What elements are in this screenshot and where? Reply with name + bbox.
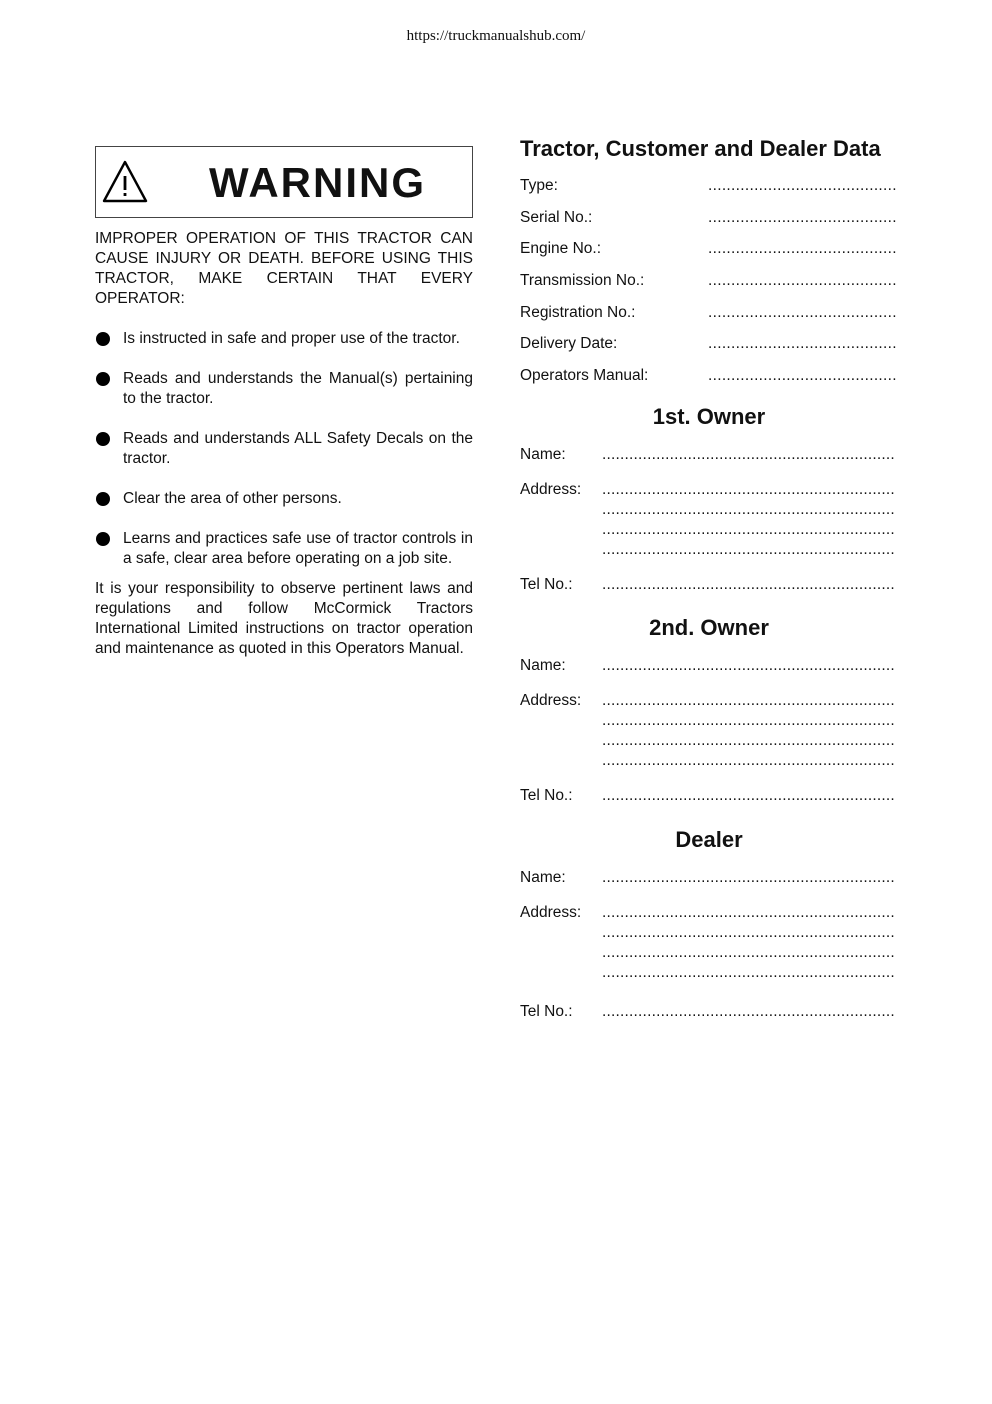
second-owner-address-row: Address: ................................................................. ................................................................. ................................................................. .................................................................	[520, 691, 898, 771]
fill-in-line: .........................................	[708, 335, 897, 353]
fill-in-line: .................................................................	[602, 575, 895, 593]
bullet-icon	[96, 332, 110, 346]
dealer-address-row: Address: ................................................................. ................................................................. ................................................................. .................................................................	[520, 903, 898, 983]
dealer-tel-row: Tel No.: .................................................................	[520, 1002, 898, 1022]
list-item: Learns and practices safe use of tractor controls in a safe, clear area before operating on a job site.	[95, 529, 473, 569]
fill-in-line: .................................................................	[602, 731, 895, 749]
fill-in-line: .................................................................	[602, 656, 895, 674]
field-row-serial: Serial No.: .........................................	[520, 208, 897, 226]
field-row-type: Type: .........................................	[520, 177, 897, 194]
fill-in-line: .................................................................	[602, 868, 895, 886]
fill-in-line: .................................................................	[602, 445, 895, 463]
responsibility-paragraph: It is your responsibility to observe pertinent laws and regulations and follow McCormick Tractors International Limited instructions on tractor operation and maintenance as quoted in this Operators Manual.	[95, 580, 473, 657]
list-item: Reads and understands ALL Safety Decals on the tractor.	[95, 429, 473, 469]
first-owner-address-row: Address: ................................................................. ................................................................. ................................................................. .................................................................	[520, 480, 898, 560]
fill-in-line: .................................................................	[602, 711, 895, 729]
fill-in-line: .................................................................	[602, 943, 895, 961]
dealer-name-row: Name: .................................................................	[520, 868, 898, 888]
list-item: Reads and understands the Manual(s) pertaining to the tractor.	[95, 369, 473, 409]
fill-in-line: .........................................	[708, 177, 897, 194]
bullet-icon	[96, 372, 110, 386]
first-owner-name-row: Name: .................................................................	[520, 445, 898, 465]
bullet-icon	[96, 432, 110, 446]
fill-in-line: .................................................................	[602, 786, 895, 804]
fill-in-line: .................................................................	[602, 1002, 895, 1020]
section-title-second-owner: 2nd. Owner	[649, 614, 769, 640]
second-owner-tel-row: Tel No.: .................................................................	[520, 786, 898, 806]
list-item: Is instructed in safe and proper use of the tractor.	[95, 329, 473, 349]
warning-column	[95, 146, 473, 659]
bullet-icon	[96, 492, 110, 506]
second-owner-name-row: Name: .................................................................	[520, 656, 898, 676]
fill-in-line: .................................................................	[602, 540, 895, 558]
fill-in-line: .................................................................	[602, 963, 895, 981]
warning-box	[95, 146, 473, 218]
fill-in-line: .................................................................	[602, 923, 895, 941]
fill-in-line: .................................................................	[602, 500, 895, 518]
fill-in-line: .........................................	[708, 272, 897, 290]
section-title-dealer: Dealer	[675, 826, 743, 852]
tractor-fields	[520, 176, 898, 398]
fill-in-line: .................................................................	[602, 691, 895, 709]
section-title-first-owner: 1st. Owner	[652, 403, 766, 429]
field-row-delivery-date: Delivery Date: .........................................	[520, 335, 897, 353]
operator-requirements-list	[95, 329, 473, 569]
list-item: Clear the area of other persons.	[95, 489, 473, 509]
fill-in-line: .................................................................	[602, 480, 895, 498]
field-row-engine: Engine No.: .........................................	[520, 240, 897, 258]
fill-in-line: .........................................	[708, 367, 897, 385]
header-url: https://truckmanualshub.com/	[406, 28, 586, 44]
field-row-transmission: Transmission No.: .........................................	[520, 272, 897, 290]
fill-in-line: .........................................	[708, 303, 897, 321]
data-sheet-title: Tractor, Customer and Dealer Data	[520, 136, 881, 161]
fill-in-line: .................................................................	[602, 903, 895, 921]
warning-title: WARNING	[209, 159, 426, 206]
data-sheet-column	[520, 136, 898, 1022]
bullet-icon	[96, 532, 110, 546]
warning-intro: IMPROPER OPERATION OF THIS TRACTOR CAN CAUSE INJURY OR DEATH. BEFORE USING THIS TRACTOR, MAKE CERTAIN THAT EVERY OPERATOR:	[95, 230, 473, 307]
field-row-registration: Registration No.: .........................................	[520, 303, 897, 321]
fill-in-line: .........................................	[708, 240, 897, 258]
fill-in-line: .................................................................	[602, 751, 895, 769]
first-owner-tel-row: Tel No.: .................................................................	[520, 575, 898, 595]
fill-in-line: .........................................	[708, 208, 897, 226]
field-row-operators-manual: Operators Manual: .........................................	[520, 367, 897, 385]
fill-in-line: .................................................................	[602, 520, 895, 538]
warning-triangle-icon	[101, 159, 149, 205]
